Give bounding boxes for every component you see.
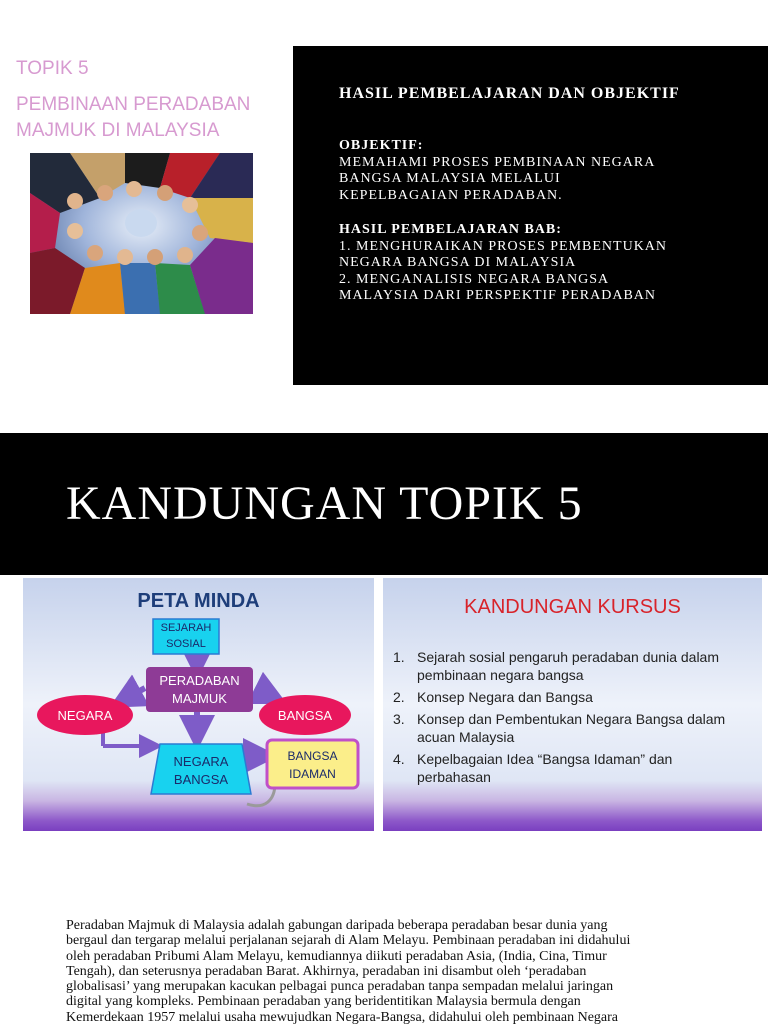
paragraph-line: Kemerdekaan 1957 melalui usaha mewujudkan Negara-Bangsa, didahului oleh pembinaan Negara: [66, 1009, 619, 1025]
list-item: [391, 648, 743, 684]
outcome-line: 1. MENGHURAIKAN PROSES PEMBENTUKAN: [339, 238, 668, 254]
list-item-number: 2.: [393, 689, 405, 705]
outcome-line: 2. MENGANALISIS NEGARA BANGSA: [339, 271, 610, 287]
node-sejarah-text: [153, 620, 219, 652]
node-bangsa-idaman-line: BANGSA: [287, 749, 338, 763]
objective-line: KEPELBAGAIAN PERADABAN.: [339, 187, 563, 203]
paragraph-line: oleh peradaban Pribumi Alam Melayu, kemudiannya diikuti peradaban Asia, (India, Cina, Timur: [66, 948, 607, 964]
title-bar: [0, 433, 768, 575]
paragraph-line: Peradaban Majmuk di Malaysia adalah gabungan daripada beberapa peradaban besar dunia yang: [66, 918, 608, 933]
objective-line: BANGSA MALAYSIA MELALUI: [339, 171, 561, 186]
list-item: [391, 750, 743, 786]
node-bangsa-idaman-text: [267, 747, 358, 783]
arrow-to-bangsa: [255, 688, 271, 696]
node-bangsa-text: BANGSA: [277, 708, 333, 723]
node-peradaban-text: [146, 672, 253, 708]
list-item: [391, 688, 743, 706]
list-item-number: 4.: [393, 751, 405, 767]
list-item: [391, 710, 743, 746]
paragraph-line: bergaul dan tergarap melalui perjalanan sejarah di Alam Melayu. Pembinaan peradaban ini didahului: [66, 933, 631, 949]
node-bangsa-idaman-line: IDAMAN: [289, 767, 336, 781]
course-content-list: [391, 648, 743, 790]
objective-label: OBJEKTIF:: [339, 138, 424, 153]
course-content-title: KANDUNGAN KURSUS: [464, 596, 681, 618]
crowd-photo: [30, 153, 253, 314]
mind-map-card: [23, 578, 374, 831]
learning-outcomes-panel: [293, 46, 768, 385]
node-negara-text: NEGARA: [57, 708, 113, 723]
course-content-card: [383, 578, 762, 831]
outcome-line: NEGARA BANGSA DI MALAYSIA: [339, 255, 577, 270]
list-item-text: Kepelbagaian Idea “Bangsa Idaman” dan perbahasan: [417, 751, 673, 785]
node-negara-bangsa-line: NEGARA: [173, 754, 229, 769]
list-item-number: 1.: [393, 649, 405, 665]
topic-title: PEMBINAAN PERADABAN MAJMUK DI MALAYSIA: [16, 94, 251, 141]
paragraph-line: globalisasi’ yang merupakan kacukan pelbagai punca peradaban tanpa sempadan melalui jaringan: [66, 979, 614, 995]
list-item-text: Konsep Negara dan Bangsa: [417, 689, 593, 705]
node-peradaban-line: PERADABAN: [159, 673, 240, 688]
outcome-line: MALAYSIA DARI PERSPEKTIF PERADABAN: [339, 288, 657, 303]
paragraph-line: Tengah), dan seterusnya peradaban Barat. Akhirnya, peradaban ini disambut oleh ‘peradaban: [66, 963, 587, 979]
mind-map-title: PETA MINDA: [137, 590, 260, 612]
slide-title: KANDUNGAN TOPIK 5: [66, 477, 583, 530]
node-sejarah-line: SEJARAH: [160, 622, 212, 634]
outcome-label: HASIL PEMBELAJARAN BAB:: [339, 222, 562, 237]
list-item-text: Sejarah sosial pengaruh peradaban dunia dalam pembinaan negara bangsa: [417, 649, 719, 683]
node-negara-bangsa-text: [155, 753, 247, 789]
paragraph-line: digital yang kompleks. Pembinaan peradaban yang beridentitikan Malaysia bermula dengan: [66, 994, 581, 1010]
panel-heading: HASIL PEMBELAJARAN DAN OBJEKTIF: [339, 85, 680, 102]
objective-block: [339, 138, 759, 204]
crowd-photo-illustration: [30, 153, 253, 314]
topic-label: TOPIK 5: [16, 58, 89, 79]
list-item-number: 3.: [393, 711, 405, 727]
node-negara-bangsa-line: BANGSA: [173, 772, 229, 787]
list-item-text: Konsep dan Pembentukan Negara Bangsa dalam acuan Malaysia: [417, 711, 726, 745]
arrow-to-negara: [125, 688, 145, 699]
intro-paragraph: [66, 918, 706, 1025]
node-peradaban-line: MAJMUK: [172, 691, 227, 706]
objective-line: MEMAHAMI PROSES PEMBINAAN NEGARA: [339, 154, 656, 170]
outcome-block: [339, 222, 759, 305]
node-sejarah-line: SOSIAL: [166, 638, 206, 650]
